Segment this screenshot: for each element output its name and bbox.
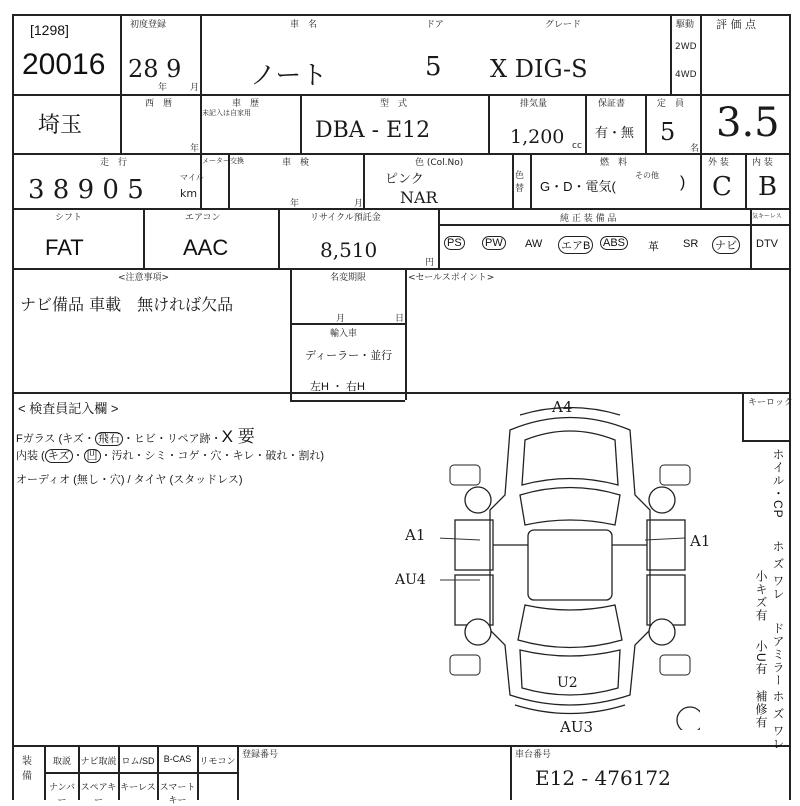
notes-value: ナビ備品 車載 無ければ欠品 — [20, 295, 234, 314]
exterior-value: C — [712, 172, 732, 202]
color-label: 色 (Col.No) — [415, 158, 464, 168]
car-name-value: ノート — [250, 61, 328, 91]
inspection-title: < 検査員記入欄 > — [18, 401, 119, 416]
bottom-r1-c2: ナビ取説 — [80, 756, 117, 766]
damage-mark-front: A4 — [552, 398, 573, 416]
bottom-r2-c3: キーレス — [120, 782, 156, 792]
inspection-label: 車 検 — [282, 158, 310, 168]
equipment-label: 装備 — [22, 756, 32, 782]
west-label: 西 暦 — [145, 99, 173, 109]
fuel-label: 燃 料 — [600, 158, 628, 168]
side-note-4: ドアミラー — [771, 622, 785, 687]
side-note-6: 小U有 — [754, 640, 768, 676]
history-note: 未記入は自家用 — [202, 109, 251, 117]
import-dealer: ディーラー・並行 — [305, 350, 393, 362]
mileage-unit-km: km — [180, 187, 198, 200]
mileage-unit-mile: マイル — [180, 173, 204, 182]
chassis-label: 車台番号 — [515, 750, 552, 760]
score-value: 3.5 — [716, 100, 780, 146]
exterior-label: 外 装 — [708, 158, 729, 168]
shift-label: シフト — [55, 213, 83, 223]
genuine-label: 純 正 装 備 品 — [560, 214, 617, 224]
first-registration-label: 初度登録 — [130, 20, 167, 30]
import-label: 輸入車 — [330, 329, 358, 339]
drive-2wd: 2WD — [675, 42, 697, 52]
recycle-label: リサイクル預託金 — [310, 213, 381, 223]
bottom-r2-c2: スペアキー — [80, 782, 117, 805]
displacement-label: 排気量 — [520, 99, 548, 109]
model-value: DBA - E12 — [315, 118, 431, 143]
year-unit: 年 — [158, 83, 168, 93]
glass-rest: ・ヒビ・リペア跡・ — [122, 433, 222, 445]
damage-mark-rear-bottom: AU3 — [560, 718, 594, 736]
cc-unit: cc — [572, 141, 582, 151]
fuel-options: G・D・電気( — [540, 179, 616, 194]
side-note-3: 小キズ有 — [754, 570, 768, 622]
damage-mark-right-front: A1 — [690, 532, 711, 550]
month-unit: 月 — [190, 83, 200, 93]
name-change-day: 日 — [395, 314, 405, 324]
year-unit-2: 年 — [190, 144, 200, 154]
glass-circled: 飛石 — [95, 432, 123, 446]
fuel-close: ) — [680, 174, 686, 191]
side-note-2: ホ ズ ワレ — [771, 540, 785, 601]
equip-ps: PS — [444, 236, 465, 250]
stock-number: 20016 — [22, 48, 106, 81]
displacement-value: 1,200 — [510, 126, 565, 148]
odometer-label: メーター交換 — [202, 157, 244, 165]
glass-mark: X 要 — [221, 427, 255, 446]
shift-value: FAT — [45, 235, 84, 260]
name-change-label: 名変期限 — [330, 273, 367, 283]
bottom-r1-c3: ロム/SD — [121, 756, 155, 766]
damage-mark-left-front: A1 — [405, 526, 426, 544]
equip-airbag: エアB — [558, 236, 593, 254]
interior-circled-2: 凹 — [84, 449, 101, 463]
side-note-5: ホ ズ ワレ — [771, 690, 785, 751]
month-unit-3: 月 — [354, 199, 364, 209]
bottom-r1-c4: B-CAS — [163, 754, 192, 764]
bottom-r2-c1: ナンバー — [49, 782, 75, 805]
score-label: 評 価 点 — [716, 18, 756, 31]
damage-mark-rear: U2 — [557, 675, 578, 691]
car-name-label: 車 名 — [290, 20, 318, 30]
color-code: NAR — [400, 188, 438, 207]
side-note-1: ホイル・CP — [771, 448, 785, 519]
repaint-label: 色替 — [515, 171, 525, 194]
aircon-label: エアコン — [185, 213, 221, 223]
bottom-r2-c4: スマートキー — [159, 782, 196, 805]
equip-sr: SR — [683, 238, 699, 250]
capacity-label: 定 員 — [657, 99, 685, 109]
reg-number-label: 登録番号 — [242, 750, 279, 760]
keylock-label: キーロック — [748, 398, 793, 408]
aircon-value: AAC — [183, 235, 229, 260]
drive-4wd: 4WD — [675, 70, 697, 80]
notes-label: <注意事項> — [118, 273, 170, 283]
warranty-label: 保証書 — [598, 99, 626, 109]
interior-prefix: 内装 ( — [16, 450, 45, 462]
bottom-r1-c5: リモコン — [199, 756, 236, 766]
lot-number: [1298] — [30, 22, 69, 38]
year-unit-3: 年 — [290, 199, 300, 209]
mileage-value: 3 8 9 0 5 — [28, 175, 144, 205]
interior-line: 内装 ( キズ ・ 凹 ・汚れ・シミ・コゲ・穴・キレ・破れ・割れ) — [16, 450, 325, 462]
equip-abs: ABS — [600, 236, 628, 250]
grade-value: X DIG-S — [490, 55, 588, 83]
yen-unit: 円 — [425, 258, 435, 268]
equip-leather: 革 — [648, 241, 659, 253]
capacity-unit: 名 — [690, 144, 700, 154]
model-label: 型 式 — [380, 99, 408, 109]
glass-prefix: Fガラス (キズ・ — [16, 433, 95, 445]
door-value: 5 — [425, 52, 442, 82]
damage-mark-left-side: AU4 — [395, 572, 426, 588]
name-change-month: 月 — [336, 314, 346, 324]
interior-rest: 汚れ・シミ・コゲ・穴・キレ・破れ・割れ) — [111, 450, 325, 462]
equip-aw: AW — [525, 238, 543, 250]
capacity-value: 5 — [660, 118, 676, 146]
equip-dtv: DTV — [756, 238, 778, 250]
color-value: ピンク — [385, 172, 424, 187]
fuel-other: その他 — [635, 171, 659, 180]
recycle-value: 8,510 — [320, 238, 378, 262]
grade-label: グレード — [545, 20, 582, 30]
history-label: 車 歴 — [232, 99, 260, 109]
interior-label: 内 装 — [752, 158, 773, 168]
chassis-value: E12 - 476172 — [535, 766, 671, 790]
drive-label: 駆動 — [676, 20, 695, 30]
smart-label: 気キーレス — [752, 213, 782, 220]
door-label: ドア — [426, 20, 444, 30]
side-note-7: 補修有 — [754, 690, 768, 729]
mileage-label: 走 行 — [100, 158, 128, 168]
sales-point-label: <セールスポイント> — [408, 273, 495, 283]
region-value: 埼玉 — [38, 112, 83, 137]
warranty-value: 有・無 — [595, 125, 635, 140]
audio-line: オーディオ (無し・穴) / タイヤ (スタッドレス) — [16, 474, 243, 486]
interior-circled-1: キズ — [45, 449, 73, 463]
equip-pw: PW — [482, 236, 506, 250]
glass-line — [16, 422, 255, 447]
import-handle: 左H ・ 右H — [310, 381, 365, 393]
interior-value: B — [758, 172, 778, 202]
equip-navi: ナビ — [712, 236, 740, 254]
bottom-r1-c1: 取説 — [52, 756, 71, 766]
first-registration-value: 28 9 — [128, 55, 182, 83]
